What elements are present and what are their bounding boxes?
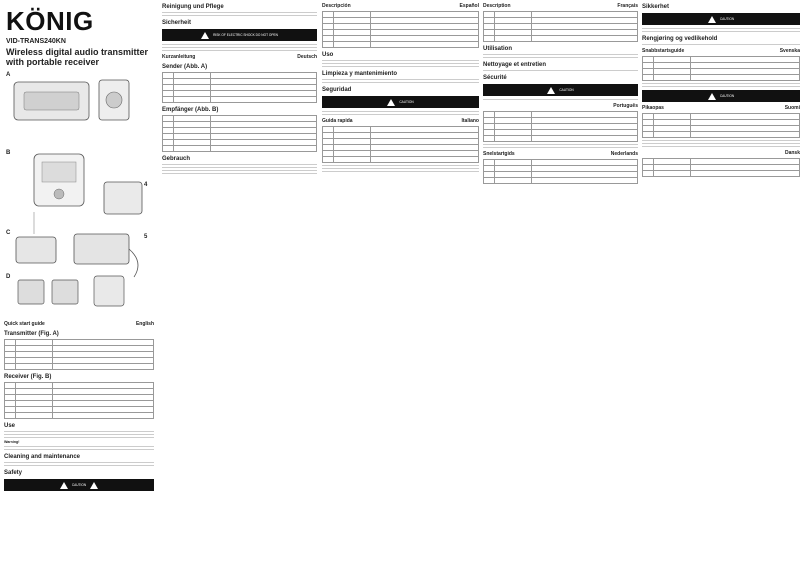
table-row: [643, 171, 800, 177]
text-line: [642, 86, 800, 87]
warning-triangle-icon: [708, 16, 716, 23]
text-line: [322, 114, 479, 115]
english-section: [4, 318, 154, 494]
table-row: [484, 136, 638, 142]
text-line: [162, 44, 317, 45]
text-line: [642, 44, 800, 45]
table-row: [323, 42, 479, 48]
quickstart-title: Snelstartgids: [483, 151, 515, 157]
text-line: [4, 465, 154, 466]
column-english: [0, 0, 158, 567]
warning-triangle-icon: [201, 32, 209, 39]
text-line: [4, 434, 154, 435]
text-line: [322, 79, 479, 80]
cleaning-title: Cleaning and maintenance: [4, 454, 81, 460]
figure-label-c: C: [6, 230, 11, 236]
language-label: Suomi: [784, 105, 800, 111]
figure-label-4: 4: [144, 182, 148, 188]
text-line: [322, 60, 479, 61]
product-figure: [4, 62, 156, 317]
spec-table: [322, 126, 479, 163]
quickstart-header: [4, 321, 154, 327]
text-line: [483, 54, 638, 55]
column-nordic: [642, 0, 800, 567]
safety-title: Sikkerhet: [642, 4, 670, 10]
text-line: [483, 99, 638, 100]
maintenance-title: Reinigung und Pflege: [162, 4, 224, 10]
text-line: [322, 171, 479, 172]
spec-table: [642, 113, 800, 138]
warning-triangle-icon: [708, 93, 716, 100]
transmitter-title: Transmitter (Fig. A): [4, 331, 59, 337]
text-line: [483, 144, 638, 145]
caution-banner: [162, 29, 317, 41]
text-line: [322, 165, 479, 166]
description-title: Descripción: [322, 3, 351, 9]
spec-table: [642, 56, 800, 81]
column-spanish-italian: [322, 0, 479, 567]
text-line: [322, 111, 479, 112]
quickstart-title: Kurzanleitung: [162, 54, 196, 60]
text-line: [4, 431, 154, 432]
finnish-header: [642, 105, 800, 111]
model-number: VID-TRANS240KN: [6, 38, 66, 45]
text-line: [642, 31, 800, 32]
caution-banner: [642, 13, 800, 25]
language-label: Dansk: [784, 150, 800, 156]
danish-header: [642, 150, 800, 156]
table-row: [5, 413, 154, 419]
description-header: [483, 3, 638, 9]
table-row: [5, 364, 154, 370]
text-line: [642, 28, 800, 29]
safety-title: Sécurité: [483, 75, 507, 81]
text-line: [642, 140, 800, 141]
table-row: [643, 75, 800, 81]
language-label: Deutsch: [297, 54, 317, 60]
text-line: [642, 83, 800, 84]
spec-table: [642, 158, 800, 177]
spec-table: [162, 72, 317, 103]
quickstart-title: Guida rapida: [322, 118, 353, 124]
quickstart-title: Pikaopas: [642, 105, 664, 111]
text-line: [162, 170, 317, 171]
cleaning-title: Rengjøring og vedlikehold: [642, 36, 718, 42]
text-line: [162, 164, 317, 165]
text-line: [162, 167, 317, 168]
warning-triangle-icon: [547, 87, 555, 94]
language-label: Svenska: [779, 48, 800, 54]
text-line: [483, 57, 638, 58]
safety-title: Sicherheit: [162, 20, 192, 26]
warning-triangle-icon: [90, 482, 98, 489]
description-title: Description: [483, 3, 511, 9]
text-line: [162, 15, 317, 16]
sender-title: Sender (Abb. A): [162, 64, 208, 70]
product-subtitle: Wireless digital audio transmitter with portable receiver: [6, 47, 148, 67]
figure-label-a: A: [6, 72, 11, 78]
spec-table: [483, 11, 638, 42]
language-label: Português: [613, 103, 638, 109]
text-line: [642, 143, 800, 144]
product-illustration: [4, 62, 156, 317]
language-label: Français: [617, 3, 638, 9]
spec-table: [483, 159, 638, 184]
portuguese-header: [483, 103, 638, 109]
caution-banner: [4, 479, 154, 491]
receiver-title: Empfänger (Abb. B): [162, 107, 219, 113]
text-line: [483, 70, 638, 71]
warning-triangle-icon: [60, 482, 68, 489]
text-line: [162, 47, 317, 48]
column-german: [162, 0, 317, 567]
language-label: Nederlands: [610, 151, 638, 157]
text-line: [162, 173, 317, 174]
spec-table: [483, 111, 638, 142]
cleaning-title: Limpieza y mantenimiento: [322, 71, 398, 77]
text-line: [322, 66, 479, 67]
caution-title: CAUTION: [559, 88, 574, 92]
text-line: [322, 168, 479, 169]
caution-title: CAUTION: [71, 483, 87, 487]
language-label: Italiano: [461, 118, 479, 124]
quickstart-header: [322, 118, 479, 124]
text-line: [642, 146, 800, 147]
quickstart-header: [162, 54, 317, 60]
caution-title: CAUTION: [719, 17, 735, 21]
text-line: [483, 147, 638, 148]
description-header: [322, 3, 479, 9]
caution-text: RISK OF ELECTRIC SHOCK DO NOT OPEN: [213, 33, 278, 37]
caution-title: CAUTION: [399, 100, 414, 104]
text-line: [4, 446, 154, 447]
warning-title: Warning!: [4, 440, 20, 444]
text-line: [4, 449, 154, 450]
table-row: [163, 146, 317, 152]
figure-label-5: 5: [144, 234, 148, 240]
caution-banner: [322, 96, 479, 108]
table-row: [163, 97, 317, 103]
quickstart-title: Snabbstartsguide: [642, 48, 685, 54]
table-row: [484, 178, 638, 184]
table-row: [643, 132, 800, 138]
language-label: English: [135, 321, 154, 327]
text-line: [322, 63, 479, 64]
figure-label-d: D: [6, 274, 11, 280]
cleaning-title: Nettoyage et entretien: [483, 62, 547, 68]
text-line: [162, 12, 317, 13]
text-line: [162, 50, 317, 51]
use-title: Gebrauch: [162, 156, 191, 162]
safety-title: Seguridad: [322, 87, 352, 93]
receiver-title: Receiver (Fig. B): [4, 374, 52, 380]
brand-logo: KÖNIG: [6, 6, 94, 36]
spec-table: [162, 115, 317, 152]
caution-banner: [642, 90, 800, 102]
safety-title: Safety: [4, 470, 23, 476]
text-line: [4, 462, 154, 463]
quickstart-title: Quick start guide: [4, 321, 45, 327]
text-line: [322, 82, 479, 83]
swedish-header: [642, 48, 800, 54]
use-title: Use: [4, 423, 16, 429]
language-label: Español: [459, 3, 479, 9]
spec-table: [4, 382, 154, 419]
table-row: [484, 36, 638, 42]
caution-banner: [483, 84, 638, 96]
use-title: Uso: [322, 52, 334, 58]
spec-table: [4, 339, 154, 370]
warning-triangle-icon: [387, 99, 395, 106]
figure-label-b: B: [6, 150, 11, 156]
column-french-portuguese: [483, 0, 638, 567]
text-line: [4, 437, 154, 438]
dutch-header: [483, 151, 638, 157]
spec-table: [322, 11, 479, 48]
table-row: [323, 157, 479, 163]
use-title: Utilisation: [483, 46, 513, 52]
caution-title: CAUTION: [719, 94, 735, 98]
